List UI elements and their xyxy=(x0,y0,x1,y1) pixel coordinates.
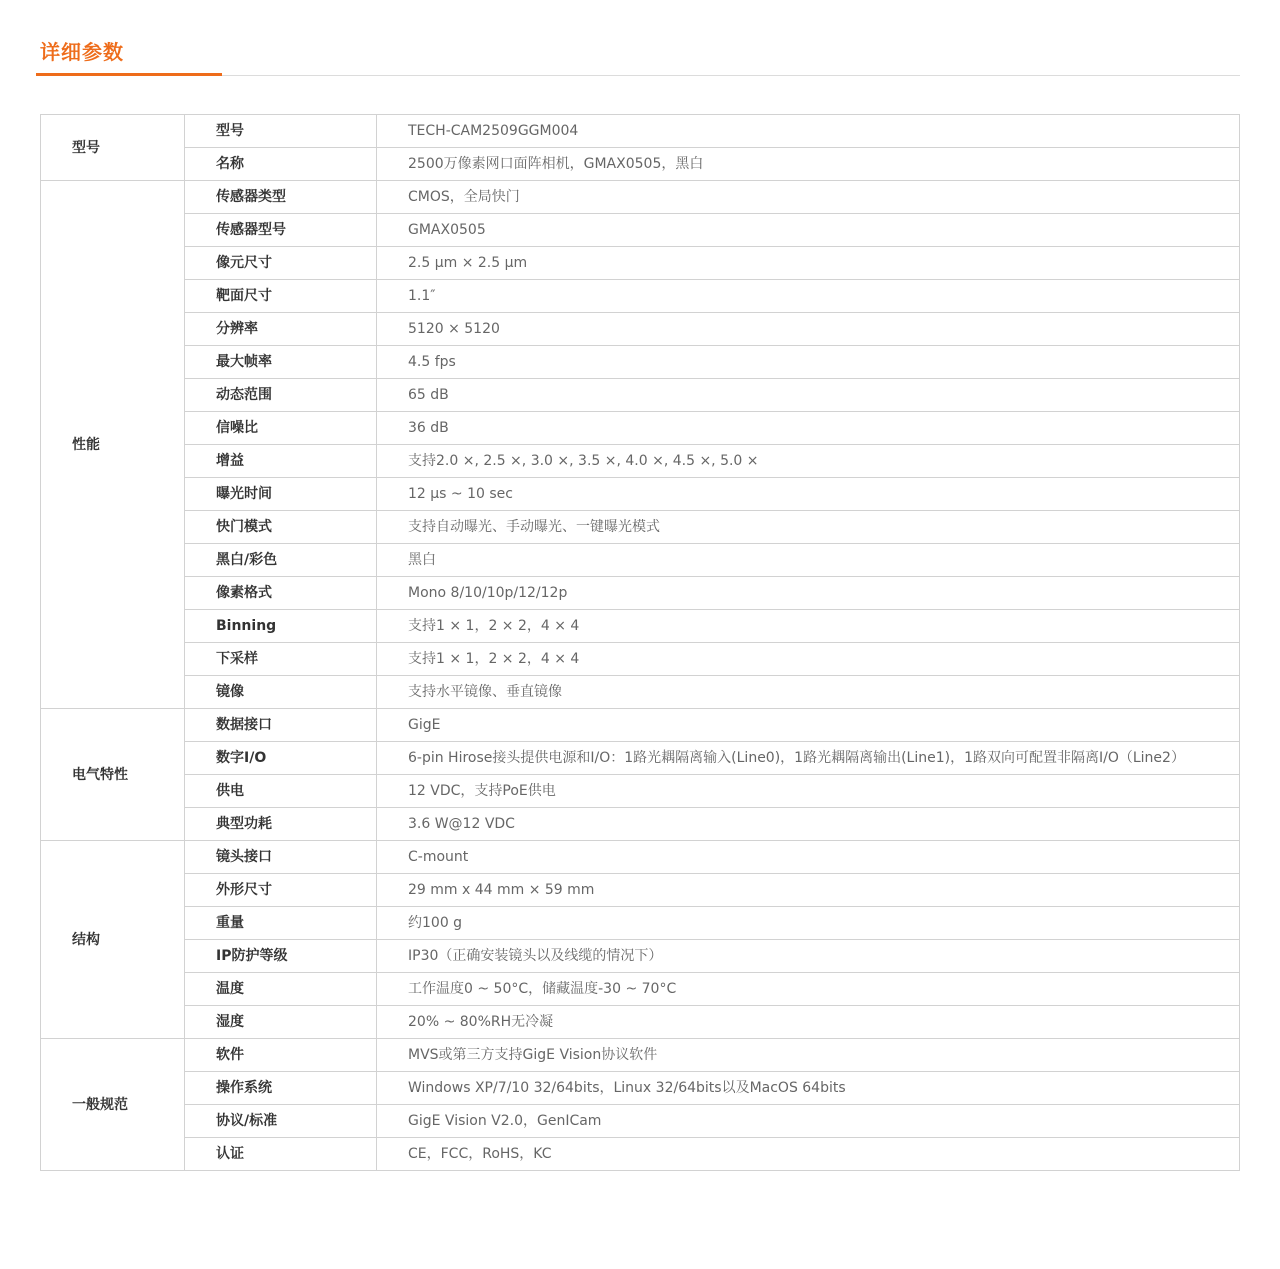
param-value: 支持2.0 ×, 2.5 ×, 3.0 ×, 3.5 ×, 4.0 ×, 4.5 ×, 5.0 × xyxy=(377,445,1240,478)
param-value: Windows XP/7/10 32/64bits，Linux 32/64bits以及MacOS 64bits xyxy=(377,1072,1240,1105)
param-value: GMAX0505 xyxy=(377,214,1240,247)
spec-row xyxy=(41,577,1240,610)
category-cell: 性能 xyxy=(41,181,185,709)
spec-row xyxy=(41,214,1240,247)
param-value: 5120 × 5120 xyxy=(377,313,1240,346)
param-name: 软件 xyxy=(185,1039,377,1072)
spec-row xyxy=(41,973,1240,1006)
param-name: 分辨率 xyxy=(185,313,377,346)
param-value: 12 VDC，支持PoE供电 xyxy=(377,775,1240,808)
param-name: 传感器类型 xyxy=(185,181,377,214)
spec-row xyxy=(41,742,1240,775)
param-name: 下采样 xyxy=(185,643,377,676)
header-accent-bar xyxy=(36,73,222,76)
spec-row xyxy=(41,610,1240,643)
section-title: 详细参数 xyxy=(40,40,124,64)
spec-row xyxy=(41,181,1240,214)
spec-row xyxy=(41,445,1240,478)
param-value: GigE xyxy=(377,709,1240,742)
spec-row xyxy=(41,874,1240,907)
spec-table xyxy=(40,114,1240,1171)
section-header xyxy=(36,38,1240,76)
param-name: 认证 xyxy=(185,1138,377,1171)
param-name: 温度 xyxy=(185,973,377,1006)
param-name: 最大帧率 xyxy=(185,346,377,379)
param-name: 增益 xyxy=(185,445,377,478)
param-name: 镜头接口 xyxy=(185,841,377,874)
param-name: 名称 xyxy=(185,148,377,181)
param-value: 20% ~ 80%RH无冷凝 xyxy=(377,1006,1240,1039)
spec-row xyxy=(41,115,1240,148)
param-value: 2500万像素网口面阵相机，GMAX0505，黑白 xyxy=(377,148,1240,181)
param-value: 12 μs ~ 10 sec xyxy=(377,478,1240,511)
spec-row xyxy=(41,940,1240,973)
param-value: 工作温度0 ~ 50°C，储藏温度-30 ~ 70°C xyxy=(377,973,1240,1006)
param-value: MVS或第三方支持GigE Vision协议软件 xyxy=(377,1039,1240,1072)
param-value: IP30（正确安装镜头以及线缆的情况下） xyxy=(377,940,1240,973)
param-value: 约100 g xyxy=(377,907,1240,940)
param-value: CE，FCC，RoHS，KC xyxy=(377,1138,1240,1171)
spec-row xyxy=(41,907,1240,940)
param-value: 29 mm x 44 mm × 59 mm xyxy=(377,874,1240,907)
param-value: TECH-CAM2509GGM004 xyxy=(377,115,1240,148)
param-name: 信噪比 xyxy=(185,412,377,445)
param-value: 黑白 xyxy=(377,544,1240,577)
spec-row xyxy=(41,808,1240,841)
spec-row xyxy=(41,676,1240,709)
category-cell: 结构 xyxy=(41,841,185,1039)
param-name: 像元尺寸 xyxy=(185,247,377,280)
spec-row xyxy=(41,1138,1240,1171)
param-name: 像素格式 xyxy=(185,577,377,610)
param-name: 镜像 xyxy=(185,676,377,709)
param-value: 1.1″ xyxy=(377,280,1240,313)
spec-row xyxy=(41,346,1240,379)
spec-row xyxy=(41,247,1240,280)
param-value: 6-pin Hirose接头提供电源和I/O：1路光耦隔离输入(Line0)，1路光耦隔离输出(Line1)，1路双向可配置非隔离I/O（Line2） xyxy=(377,742,1240,775)
spec-row xyxy=(41,1072,1240,1105)
param-name: 数字I/O xyxy=(185,742,377,775)
spec-table-body xyxy=(41,115,1240,1171)
param-value: CMOS，全局快门 xyxy=(377,181,1240,214)
category-cell: 一般规范 xyxy=(41,1039,185,1171)
spec-row xyxy=(41,544,1240,577)
param-name: 典型功耗 xyxy=(185,808,377,841)
param-value: 支持1 × 1，2 × 2，4 × 4 xyxy=(377,610,1240,643)
param-value: GigE Vision V2.0，GenICam xyxy=(377,1105,1240,1138)
param-name: 操作系统 xyxy=(185,1072,377,1105)
param-value: 4.5 fps xyxy=(377,346,1240,379)
param-name: 型号 xyxy=(185,115,377,148)
param-value: Mono 8/10/10p/12/12p xyxy=(377,577,1240,610)
param-value: 36 dB xyxy=(377,412,1240,445)
param-value: 支持自动曝光、手动曝光、一键曝光模式 xyxy=(377,511,1240,544)
spec-row xyxy=(41,148,1240,181)
category-cell: 电气特性 xyxy=(41,709,185,841)
spec-row xyxy=(41,511,1240,544)
param-name: IP防护等级 xyxy=(185,940,377,973)
param-value: 3.6 W@12 VDC xyxy=(377,808,1240,841)
param-name: 外形尺寸 xyxy=(185,874,377,907)
param-name: 数据接口 xyxy=(185,709,377,742)
spec-row xyxy=(41,1039,1240,1072)
param-name: 传感器型号 xyxy=(185,214,377,247)
spec-row xyxy=(41,1105,1240,1138)
param-value: C-mount xyxy=(377,841,1240,874)
spec-row xyxy=(41,709,1240,742)
param-name: Binning xyxy=(185,610,377,643)
spec-row xyxy=(41,643,1240,676)
param-name: 重量 xyxy=(185,907,377,940)
param-value: 支持水平镜像、垂直镜像 xyxy=(377,676,1240,709)
spec-row xyxy=(41,841,1240,874)
param-name: 快门模式 xyxy=(185,511,377,544)
spec-row xyxy=(41,775,1240,808)
param-name: 协议/标准 xyxy=(185,1105,377,1138)
param-value: 2.5 µm × 2.5 µm xyxy=(377,247,1240,280)
spec-row xyxy=(41,379,1240,412)
spec-row xyxy=(41,412,1240,445)
param-name: 曝光时间 xyxy=(185,478,377,511)
spec-row xyxy=(41,1006,1240,1039)
param-name: 湿度 xyxy=(185,1006,377,1039)
category-cell: 型号 xyxy=(41,115,185,181)
param-name: 靶面尺寸 xyxy=(185,280,377,313)
spec-row xyxy=(41,280,1240,313)
spec-row xyxy=(41,478,1240,511)
param-value: 65 dB xyxy=(377,379,1240,412)
spec-row xyxy=(41,313,1240,346)
param-name: 动态范围 xyxy=(185,379,377,412)
param-value: 支持1 × 1，2 × 2，4 × 4 xyxy=(377,643,1240,676)
param-name: 供电 xyxy=(185,775,377,808)
param-name: 黑白/彩色 xyxy=(185,544,377,577)
